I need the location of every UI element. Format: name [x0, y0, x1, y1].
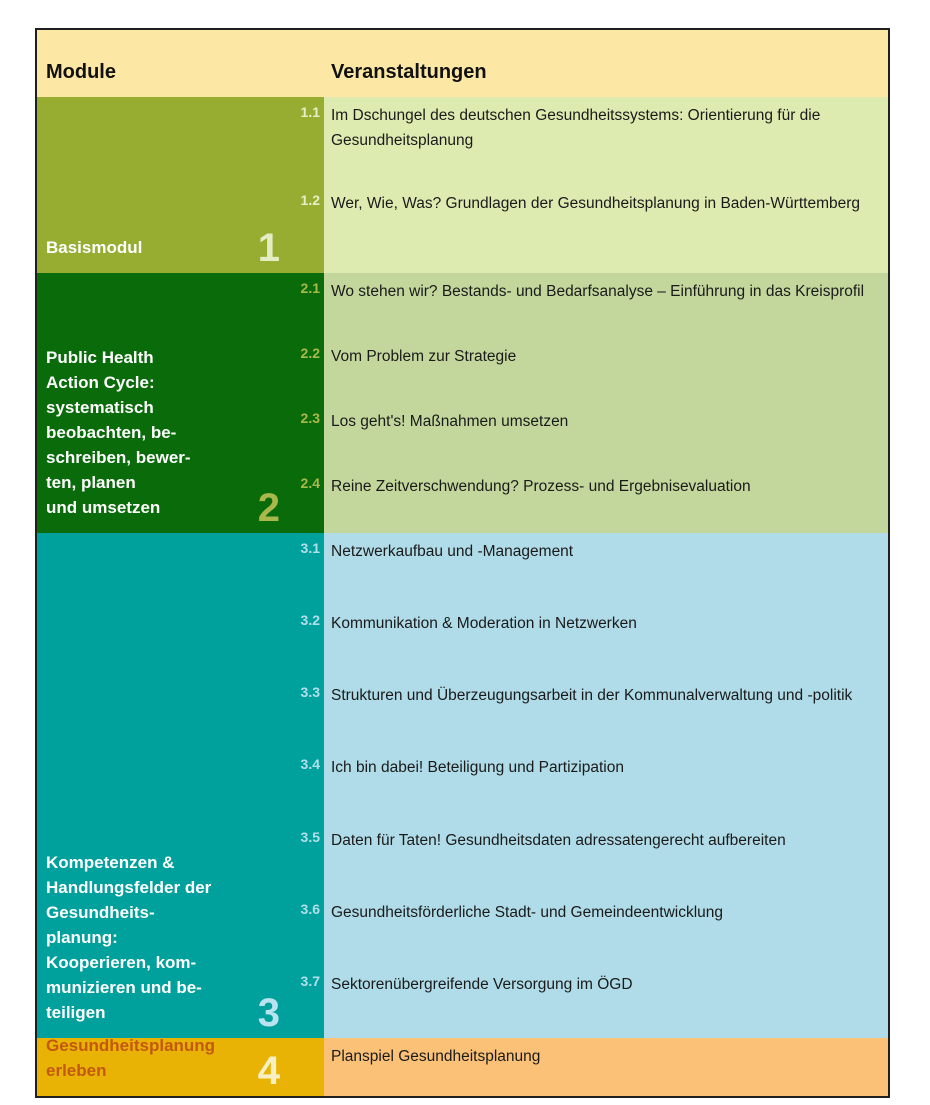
event-row-3.1: [292, 533, 888, 605]
module-big-number-3: 3: [257, 991, 280, 1035]
header-events-label: Veranstaltungen: [331, 61, 487, 83]
event-title: Wo stehen wir? Bestands- und Bedarfsanalyse – Einführung in das Kreisprofil: [324, 273, 888, 338]
event-number: 2.3: [292, 403, 324, 468]
module-cell-4: [37, 1038, 292, 1096]
section-row-4: [37, 1038, 888, 1096]
event-row-3.6: [292, 894, 888, 966]
event-title: Ich bin dabei! Beteiligung und Partizipation: [324, 749, 888, 821]
event-number: 3.5: [292, 822, 324, 894]
module-cell-1: [37, 97, 292, 273]
event-number: 2.4: [292, 468, 324, 533]
event-number: 1.2: [292, 185, 324, 273]
module-name-1: Basismodul: [46, 238, 143, 257]
module-big-number-1: 1: [257, 226, 280, 270]
event-title: Kommunikation & Moderation in Netzwerken: [324, 605, 888, 677]
event-title: Strukturen und Überzeugungsarbeit in der Kommunalverwaltung und -politik: [324, 677, 888, 749]
event-number: 3.1: [292, 533, 324, 605]
event-row-1.2: [292, 185, 888, 273]
event-title: Planspiel Gesundheitsplanung: [324, 1038, 888, 1096]
event-number: 3.2: [292, 605, 324, 677]
header-module-label: Module: [46, 61, 116, 83]
event-number: 3.7: [292, 966, 324, 1038]
event-row: [292, 1038, 888, 1096]
event-title: Daten für Taten! Gesundheitsdaten adressatengerecht aufbereiten: [324, 822, 888, 894]
event-number: 3.4: [292, 749, 324, 821]
module-big-number-4: 4: [257, 1049, 280, 1093]
event-number: 1.1: [292, 97, 324, 185]
module-name-4: Gesundheitsplanung erleben: [46, 1036, 216, 1080]
event-title: Sektorenübergreifende Versorgung im ÖGD: [324, 966, 888, 1038]
events-list-3: [292, 533, 888, 1038]
events-list-1: [292, 97, 888, 273]
event-row-2.2: [292, 338, 888, 403]
event-title: Gesundheitsförderliche Stadt- und Gemeindeentwicklung: [324, 894, 888, 966]
event-title: Reine Zeitverschwendung? Prozess- und Ergebnisevaluation: [324, 468, 888, 533]
event-number: 3.3: [292, 677, 324, 749]
event-number: 2.1: [292, 273, 324, 338]
program-table: [35, 28, 890, 1098]
section-row-1: [37, 97, 888, 273]
section-row-2: [37, 273, 888, 533]
event-title: Im Dschungel des deutschen Gesundheitssystems: Orientierung für die Gesundheitsplanung: [324, 97, 888, 185]
event-row-3.3: [292, 677, 888, 749]
event-row-2.1: [292, 273, 888, 338]
event-number: 2.2: [292, 338, 324, 403]
events-list-4: [292, 1038, 888, 1096]
module-cell-2: [37, 273, 292, 533]
module-name-2: Public Health Action Cycle: systematisch beobachten, be- schreiben, bewer- ten, planen und umsetzen: [46, 348, 191, 517]
event-row-3.7: [292, 966, 888, 1038]
event-row-3.4: [292, 749, 888, 821]
event-number: [292, 1038, 324, 1096]
event-row-3.5: [292, 822, 888, 894]
module-name-3: Kompetenzen & Handlungsfelder der Gesundheits- planung: Kooperieren, kom- munizieren und be- teiligen: [46, 853, 212, 1022]
module-cell-3: [37, 533, 292, 1038]
event-title: Los geht's! Maßnahmen umsetzen: [324, 403, 888, 468]
event-number: 3.6: [292, 894, 324, 966]
event-title: Netzwerkaufbau und -Management: [324, 533, 888, 605]
table-header: [37, 30, 888, 97]
section-row-3: [37, 533, 888, 1038]
module-big-number-2: 2: [257, 486, 280, 530]
event-row-2.4: [292, 468, 888, 533]
event-row-3.2: [292, 605, 888, 677]
event-row-2.3: [292, 403, 888, 468]
event-title: Wer, Wie, Was? Grundlagen der Gesundheitsplanung in Baden-Württemberg: [324, 185, 888, 273]
event-row-1.1: [292, 97, 888, 185]
events-list-2: [292, 273, 888, 533]
event-title: Vom Problem zur Strategie: [324, 338, 888, 403]
